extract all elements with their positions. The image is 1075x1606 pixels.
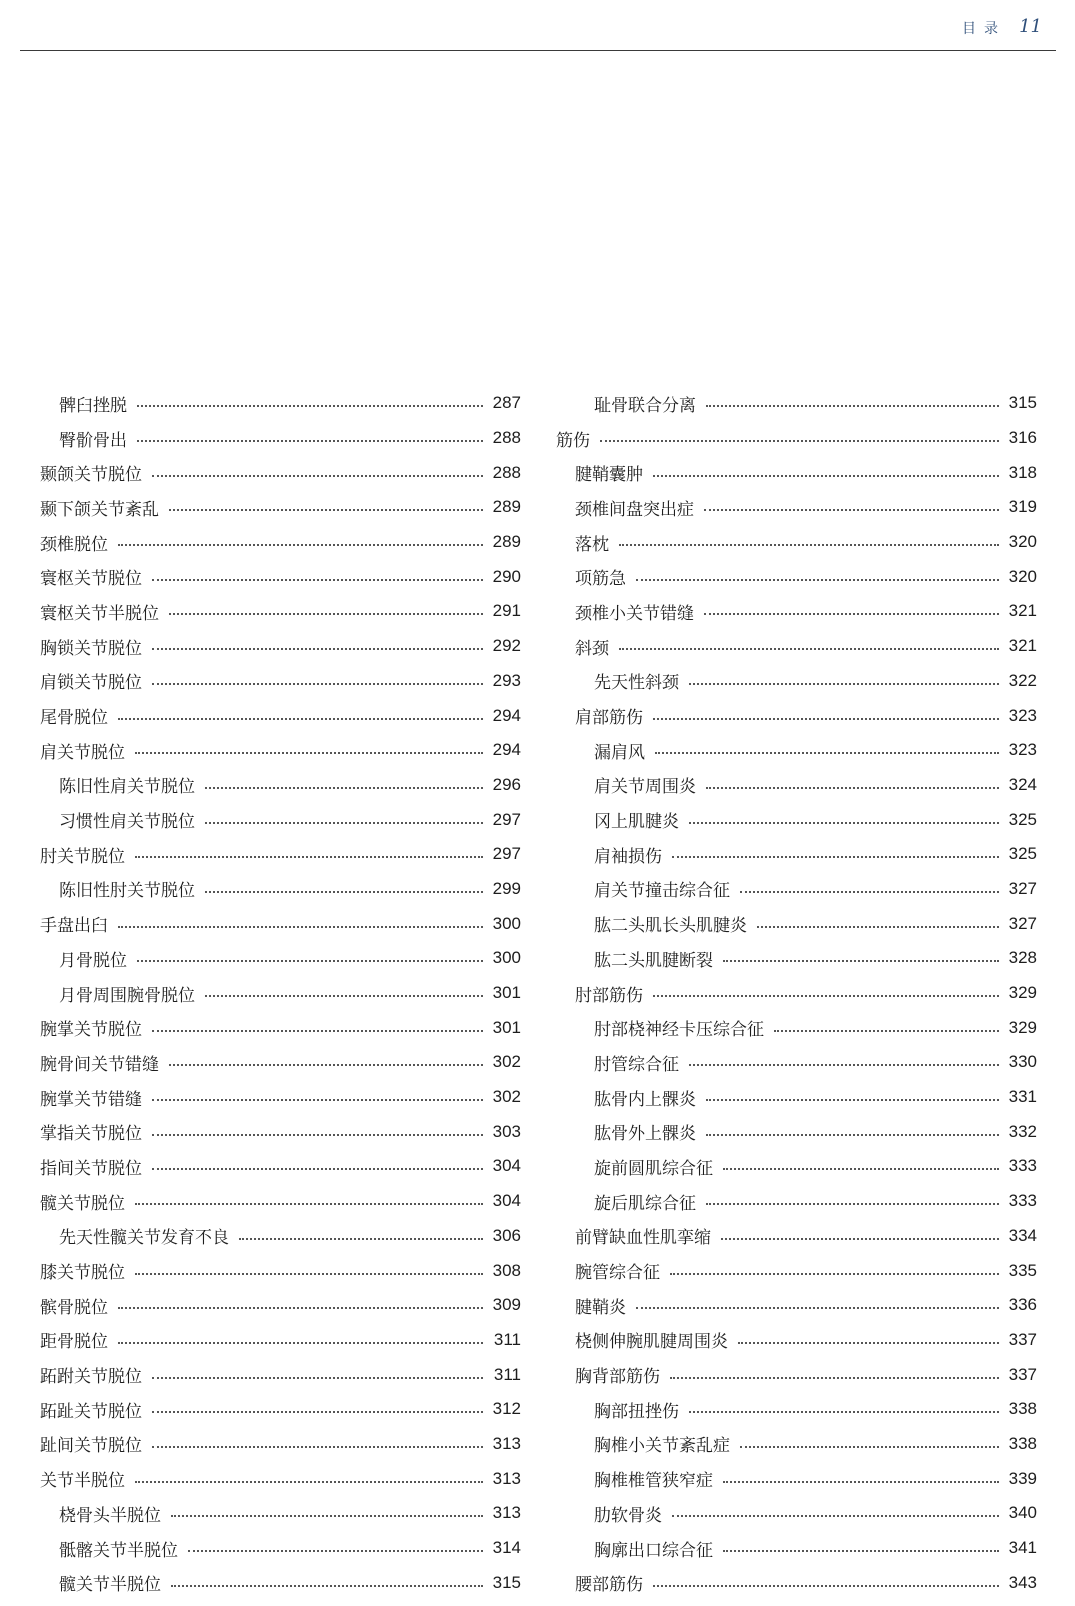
dot-leader xyxy=(723,1481,999,1483)
toc-entry[interactable] xyxy=(556,768,1037,803)
toc-entry-title: 距骨脱位 xyxy=(40,1332,108,1353)
toc-entry[interactable] xyxy=(40,1461,521,1496)
toc-entry-page: 338 xyxy=(1008,1399,1037,1419)
dot-leader xyxy=(670,1273,999,1275)
toc-entry[interactable] xyxy=(556,1219,1037,1254)
dot-leader xyxy=(152,579,483,581)
toc-entry-title: 筋伤 xyxy=(556,430,590,451)
dot-leader xyxy=(774,1030,999,1032)
toc-entry-page: 334 xyxy=(1008,1225,1037,1245)
toc-entry-page: 332 xyxy=(1008,1121,1037,1141)
toc-entry-page: 315 xyxy=(492,1572,521,1592)
toc-entry[interactable] xyxy=(40,525,521,560)
toc-entry[interactable] xyxy=(556,1461,1037,1496)
dot-leader xyxy=(655,752,999,754)
toc-entry-title: 肋软骨炎 xyxy=(594,1505,662,1526)
toc-entry[interactable] xyxy=(556,1010,1037,1045)
toc-entry-page: 300 xyxy=(492,913,521,933)
toc-entry-title: 关节半脱位 xyxy=(40,1471,125,1492)
dot-leader xyxy=(689,1064,999,1066)
dot-leader xyxy=(706,1099,999,1101)
dot-leader xyxy=(135,856,483,858)
toc-entry-title: 桡侧伸腕肌腱周围炎 xyxy=(575,1332,728,1353)
toc-entry-page: 321 xyxy=(1008,636,1037,656)
toc-entry-page: 337 xyxy=(1008,1329,1037,1349)
toc-entry-title: 颞颌关节脱位 xyxy=(40,465,142,486)
toc-entry-title: 跖趾关节脱位 xyxy=(40,1401,142,1422)
dot-leader xyxy=(152,1411,483,1413)
toc-entry[interactable] xyxy=(40,629,521,664)
toc-entry[interactable] xyxy=(40,1149,521,1184)
toc-entry-page: 321 xyxy=(1008,601,1037,621)
toc-entry-page: 336 xyxy=(1008,1295,1037,1315)
toc-entry[interactable] xyxy=(556,802,1037,837)
toc-entry-page: 297 xyxy=(492,809,521,829)
toc-entry[interactable] xyxy=(40,1288,521,1323)
toc-entry-title: 旋后肌综合征 xyxy=(594,1193,696,1214)
dot-leader xyxy=(636,579,999,581)
dot-leader xyxy=(118,718,483,720)
toc-entry-page: 304 xyxy=(492,1156,521,1176)
toc-entry-title: 习惯性肩关节脱位 xyxy=(59,812,195,833)
toc-entry-page: 311 xyxy=(493,1329,521,1349)
dot-leader xyxy=(239,1238,483,1240)
toc-entry-title: 肘部桡神经卡压综合征 xyxy=(594,1020,764,1041)
dot-leader xyxy=(619,544,999,546)
toc-entry-title: 肘部筋伤 xyxy=(575,985,643,1006)
toc-entry-title: 肱二头肌腱断裂 xyxy=(594,950,713,971)
dot-leader xyxy=(152,1446,483,1448)
dot-leader xyxy=(135,752,483,754)
toc-entry[interactable] xyxy=(556,1288,1037,1323)
dot-leader xyxy=(152,648,483,650)
toc-entry-page: 292 xyxy=(492,636,521,656)
dot-leader xyxy=(619,648,999,650)
toc-entry-title: 髋关节半脱位 xyxy=(59,1575,161,1596)
toc-entry-title: 颈椎小关节错缝 xyxy=(575,603,694,624)
toc-column-right xyxy=(556,386,1037,1600)
toc-entry[interactable] xyxy=(556,1184,1037,1219)
toc-entry[interactable] xyxy=(40,976,521,1011)
dot-leader xyxy=(205,891,483,893)
dot-leader xyxy=(137,440,483,442)
toc-entry[interactable] xyxy=(556,525,1037,560)
dot-leader xyxy=(653,718,999,720)
toc-entry[interactable] xyxy=(556,872,1037,907)
toc-entry-title: 先天性髋关节发育不良 xyxy=(59,1228,229,1249)
toc-entry-page: 303 xyxy=(492,1121,521,1141)
toc-entry[interactable] xyxy=(40,1114,521,1149)
dot-leader xyxy=(740,1446,999,1448)
dot-leader xyxy=(152,683,483,685)
toc-entry[interactable] xyxy=(556,1392,1037,1427)
toc-entry-page: 339 xyxy=(1008,1468,1037,1488)
page-header xyxy=(20,0,1056,51)
toc-entry[interactable] xyxy=(556,1080,1037,1115)
toc-entry-page: 288 xyxy=(492,462,521,482)
toc-entry-title: 臀骱骨出 xyxy=(59,430,127,451)
toc-entry-title: 胸廓出口综合征 xyxy=(594,1540,713,1561)
dot-leader xyxy=(169,509,483,511)
toc-entry-title: 髀臼挫脱 xyxy=(59,395,127,416)
toc-entry-page: 316 xyxy=(1008,428,1037,448)
toc-entry[interactable] xyxy=(40,802,521,837)
toc-entry-page: 311 xyxy=(493,1364,521,1384)
toc-entry[interactable] xyxy=(40,1565,521,1600)
toc-entry[interactable] xyxy=(556,594,1037,629)
toc-entry-page: 330 xyxy=(1008,1052,1037,1072)
toc-entry-page: 309 xyxy=(492,1295,521,1315)
toc-entry-page: 341 xyxy=(1008,1538,1037,1558)
toc-entry-title: 髋关节脱位 xyxy=(40,1193,125,1214)
dot-leader xyxy=(171,1515,483,1517)
toc-entry-title: 前臂缺血性肌挛缩 xyxy=(575,1228,711,1249)
toc-entry-title: 陈旧性肘关节脱位 xyxy=(59,881,195,902)
toc-entry-page: 289 xyxy=(492,532,521,552)
toc-entry-page: 329 xyxy=(1008,1017,1037,1037)
toc-entry[interactable] xyxy=(556,1045,1037,1080)
toc-entry-title: 颈椎脱位 xyxy=(40,534,108,555)
toc-column-left xyxy=(40,386,521,1600)
toc-entry[interactable] xyxy=(556,906,1037,941)
dot-leader xyxy=(689,683,999,685)
toc-entry[interactable] xyxy=(556,1323,1037,1358)
toc-entry[interactable] xyxy=(556,976,1037,1011)
toc-entry-title: 手盘出臼 xyxy=(40,916,108,937)
dot-leader xyxy=(152,1030,483,1032)
toc-entry-page: 327 xyxy=(1008,878,1037,898)
toc-entry[interactable] xyxy=(556,421,1037,456)
toc-entry-page: 294 xyxy=(492,705,521,725)
toc-entry[interactable] xyxy=(556,629,1037,664)
dot-leader xyxy=(653,475,999,477)
toc-entry-page: 296 xyxy=(492,774,521,794)
toc-entry-page: 338 xyxy=(1008,1433,1037,1453)
toc-entry[interactable] xyxy=(556,1565,1037,1600)
toc-entry-page: 315 xyxy=(1008,393,1037,413)
toc-entry-title: 胸部扭挫伤 xyxy=(594,1401,679,1422)
toc-entry[interactable] xyxy=(556,837,1037,872)
toc-entry-page: 335 xyxy=(1008,1260,1037,1280)
dot-leader xyxy=(137,405,483,407)
dot-leader xyxy=(689,1411,999,1413)
dot-leader xyxy=(672,856,999,858)
toc-entry-page: 323 xyxy=(1008,740,1037,760)
dot-leader xyxy=(118,1342,483,1344)
toc-entry[interactable] xyxy=(556,455,1037,490)
toc-entry[interactable] xyxy=(556,1496,1037,1531)
toc-entry[interactable] xyxy=(40,490,521,525)
toc-entry-title: 趾间关节脱位 xyxy=(40,1436,142,1457)
toc-entry-title: 肩关节撞击综合征 xyxy=(594,881,730,902)
dot-leader xyxy=(205,995,483,997)
toc-entry[interactable] xyxy=(556,733,1037,768)
toc-entry-page: 343 xyxy=(1008,1572,1037,1592)
toc-entry[interactable] xyxy=(40,837,521,872)
dot-leader xyxy=(636,1307,999,1309)
dot-leader xyxy=(704,613,999,615)
toc-entry-title: 肩部筋伤 xyxy=(575,708,643,729)
header-page-number: 11 xyxy=(1019,16,1042,37)
toc-entry-page: 299 xyxy=(492,878,521,898)
toc-entry[interactable] xyxy=(40,768,521,803)
toc-entry[interactable] xyxy=(556,664,1037,699)
toc-entry-page: 293 xyxy=(492,670,521,690)
toc-entry-page: 304 xyxy=(492,1191,521,1211)
toc-entry-title: 腱鞘囊肿 xyxy=(575,465,643,486)
toc-entry[interactable] xyxy=(556,559,1037,594)
dot-leader xyxy=(135,1481,483,1483)
toc-entry[interactable] xyxy=(40,594,521,629)
toc-entry[interactable] xyxy=(556,490,1037,525)
toc-entry-page: 320 xyxy=(1008,566,1037,586)
toc-entry-page: 324 xyxy=(1008,774,1037,794)
toc-entry-page: 337 xyxy=(1008,1364,1037,1384)
toc-entry-title: 肩锁关节脱位 xyxy=(40,673,142,694)
toc-entry[interactable] xyxy=(556,1531,1037,1566)
dot-leader xyxy=(704,509,999,511)
toc-entry-page: 314 xyxy=(492,1538,521,1558)
dot-leader xyxy=(706,1203,999,1205)
toc-entry-page: 320 xyxy=(1008,532,1037,552)
toc-entry-title: 指间关节脱位 xyxy=(40,1158,142,1179)
toc-entry[interactable] xyxy=(40,664,521,699)
toc-entry-page: 340 xyxy=(1008,1503,1037,1523)
toc-entry-title: 项筋急 xyxy=(575,569,626,590)
toc-entry-title: 肩袖损伤 xyxy=(594,846,662,867)
dot-leader xyxy=(171,1585,483,1587)
toc-entry-page: 289 xyxy=(492,497,521,517)
toc-entry-title: 肘关节脱位 xyxy=(40,846,125,867)
toc-entry-page: 322 xyxy=(1008,670,1037,690)
toc-entry-page: 325 xyxy=(1008,844,1037,864)
toc-entry-page: 288 xyxy=(492,428,521,448)
toc-entry-page: 301 xyxy=(492,983,521,1003)
toc-entry-title: 寰枢关节半脱位 xyxy=(40,603,159,624)
dot-leader xyxy=(706,1134,999,1136)
toc-entry-page: 318 xyxy=(1008,462,1037,482)
toc-entry-page: 308 xyxy=(492,1260,521,1280)
toc-entry[interactable] xyxy=(556,1427,1037,1462)
dot-leader xyxy=(670,1377,999,1379)
toc-entry[interactable] xyxy=(40,559,521,594)
dot-leader xyxy=(135,1273,483,1275)
toc-entry-title: 尾骨脱位 xyxy=(40,708,108,729)
toc-entry[interactable] xyxy=(40,1531,521,1566)
dot-leader xyxy=(689,822,999,824)
toc-entry[interactable] xyxy=(40,1357,521,1392)
toc-entry-title: 斜颈 xyxy=(575,638,609,659)
toc-entry-title: 胸椎小关节紊乱症 xyxy=(594,1436,730,1457)
dot-leader xyxy=(169,613,483,615)
dot-leader xyxy=(653,1585,999,1587)
toc-entry-title: 旋前圆肌综合征 xyxy=(594,1158,713,1179)
dot-leader xyxy=(723,1550,999,1552)
dot-leader xyxy=(740,891,999,893)
dot-leader xyxy=(152,1168,483,1170)
dot-leader xyxy=(205,822,483,824)
toc-entry-title: 肩关节脱位 xyxy=(40,742,125,763)
toc-entry-title: 桡骨头半脱位 xyxy=(59,1505,161,1526)
toc-entry[interactable] xyxy=(40,1323,521,1358)
toc-entry[interactable] xyxy=(556,1149,1037,1184)
dot-leader xyxy=(152,475,483,477)
toc-entry[interactable] xyxy=(40,698,521,733)
toc-entry[interactable] xyxy=(40,1496,521,1531)
toc-entry[interactable] xyxy=(40,455,521,490)
toc-entry[interactable] xyxy=(556,941,1037,976)
dot-leader xyxy=(188,1550,483,1552)
toc-entry-title: 腕掌关节脱位 xyxy=(40,1020,142,1041)
toc-entry-page: 306 xyxy=(492,1225,521,1245)
toc-entry-title: 漏肩风 xyxy=(594,742,645,763)
toc-entry[interactable] xyxy=(40,1045,521,1080)
toc-entry-title: 腕掌关节错缝 xyxy=(40,1089,142,1110)
toc-entry-page: 291 xyxy=(492,601,521,621)
toc-entry-title: 胸锁关节脱位 xyxy=(40,638,142,659)
toc-entry-title: 胸椎椎管狭窄症 xyxy=(594,1471,713,1492)
toc-entry-title: 颈椎间盘突出症 xyxy=(575,499,694,520)
toc-entry-title: 肱二头肌长头肌腱炎 xyxy=(594,916,747,937)
toc-entry-page: 329 xyxy=(1008,983,1037,1003)
dot-leader xyxy=(653,995,999,997)
toc-entry-title: 髌骨脱位 xyxy=(40,1297,108,1318)
toc-entry-title: 膝关节脱位 xyxy=(40,1263,125,1284)
dot-leader xyxy=(118,926,483,928)
dot-leader xyxy=(757,926,999,928)
toc-entry-page: 300 xyxy=(492,948,521,968)
toc-entry-page: 287 xyxy=(492,393,521,413)
toc-entry-page: 325 xyxy=(1008,809,1037,829)
toc-entry-page: 333 xyxy=(1008,1156,1037,1176)
toc-entry-title: 掌指关节脱位 xyxy=(40,1124,142,1145)
toc-entry-title: 肱骨外上髁炎 xyxy=(594,1124,696,1145)
header-title: 目录 xyxy=(962,21,1006,37)
toc-entry-title: 腕管综合征 xyxy=(575,1263,660,1284)
dot-leader xyxy=(738,1342,999,1344)
toc-entry-page: 323 xyxy=(1008,705,1037,725)
toc-entry-title: 胸背部筋伤 xyxy=(575,1367,660,1388)
toc-entry[interactable] xyxy=(556,1253,1037,1288)
toc-entry-title: 腱鞘炎 xyxy=(575,1297,626,1318)
toc-entry[interactable] xyxy=(40,906,521,941)
dot-leader xyxy=(723,960,999,962)
toc-entry-title: 肩关节周围炎 xyxy=(594,777,696,798)
toc-entry-page: 313 xyxy=(492,1433,521,1453)
dot-leader xyxy=(137,960,483,962)
toc-entry-title: 肱骨内上髁炎 xyxy=(594,1089,696,1110)
toc-entry[interactable] xyxy=(40,1219,521,1254)
dot-leader xyxy=(205,787,483,789)
dot-leader xyxy=(135,1203,483,1205)
toc-entry[interactable] xyxy=(556,698,1037,733)
toc-entry-page: 333 xyxy=(1008,1191,1037,1211)
dot-leader xyxy=(721,1238,999,1240)
toc-entry-page: 313 xyxy=(492,1468,521,1488)
toc-entry[interactable] xyxy=(40,1080,521,1115)
toc-entry[interactable] xyxy=(556,1357,1037,1392)
dot-leader xyxy=(118,544,483,546)
toc-entry[interactable] xyxy=(40,733,521,768)
toc-entry-title: 耻骨联合分离 xyxy=(594,395,696,416)
toc-entry[interactable] xyxy=(556,1114,1037,1149)
toc-entry[interactable] xyxy=(40,1253,521,1288)
toc-entry-title: 先天性斜颈 xyxy=(594,673,679,694)
dot-leader xyxy=(169,1064,483,1066)
toc-entry-page: 294 xyxy=(492,740,521,760)
toc-entry[interactable] xyxy=(40,1392,521,1427)
dot-leader xyxy=(706,405,999,407)
toc-entry-title: 落枕 xyxy=(575,534,609,555)
toc-entry-title: 陈旧性肩关节脱位 xyxy=(59,777,195,798)
toc-entry-page: 302 xyxy=(492,1087,521,1107)
toc-entry-title: 冈上肌腱炎 xyxy=(594,812,679,833)
toc-entry-page: 297 xyxy=(492,844,521,864)
toc-entry-page: 331 xyxy=(1008,1087,1037,1107)
toc-entry-title: 腰部筋伤 xyxy=(575,1575,643,1596)
toc-entry-title: 寰枢关节脱位 xyxy=(40,569,142,590)
toc-entry-page: 302 xyxy=(492,1052,521,1072)
toc-entry-title: 月骨周围腕骨脱位 xyxy=(59,985,195,1006)
toc-entry-title: 跖跗关节脱位 xyxy=(40,1367,142,1388)
toc-entry[interactable] xyxy=(40,941,521,976)
toc-entry-page: 319 xyxy=(1008,497,1037,517)
dot-leader xyxy=(723,1168,999,1170)
toc-entry[interactable] xyxy=(40,1427,521,1462)
toc-entry[interactable] xyxy=(40,872,521,907)
toc-entry-title: 月骨脱位 xyxy=(59,950,127,971)
dot-leader xyxy=(600,440,999,442)
dot-leader xyxy=(706,787,999,789)
toc-entry-page: 313 xyxy=(492,1503,521,1523)
dot-leader xyxy=(152,1377,483,1379)
toc-entry-title: 骶髂关节半脱位 xyxy=(59,1540,178,1561)
toc-entry-page: 328 xyxy=(1008,948,1037,968)
toc-entry[interactable] xyxy=(556,386,1037,421)
toc-entry[interactable] xyxy=(40,1184,521,1219)
dot-leader xyxy=(152,1134,483,1136)
dot-leader xyxy=(152,1099,483,1101)
toc-entry-title: 肘管综合征 xyxy=(594,1054,679,1075)
toc-entry[interactable] xyxy=(40,421,521,456)
toc-entry-title: 腕骨间关节错缝 xyxy=(40,1054,159,1075)
dot-leader xyxy=(118,1307,483,1309)
toc-entry-page: 312 xyxy=(492,1399,521,1419)
dot-leader xyxy=(672,1515,999,1517)
toc-entry-page: 290 xyxy=(492,566,521,586)
toc-entry-title: 颞下颌关节紊乱 xyxy=(40,499,159,520)
toc-entry[interactable] xyxy=(40,1010,521,1045)
toc-entry-page: 301 xyxy=(492,1017,521,1037)
toc-entry[interactable] xyxy=(40,386,521,421)
toc-entry-page: 327 xyxy=(1008,913,1037,933)
